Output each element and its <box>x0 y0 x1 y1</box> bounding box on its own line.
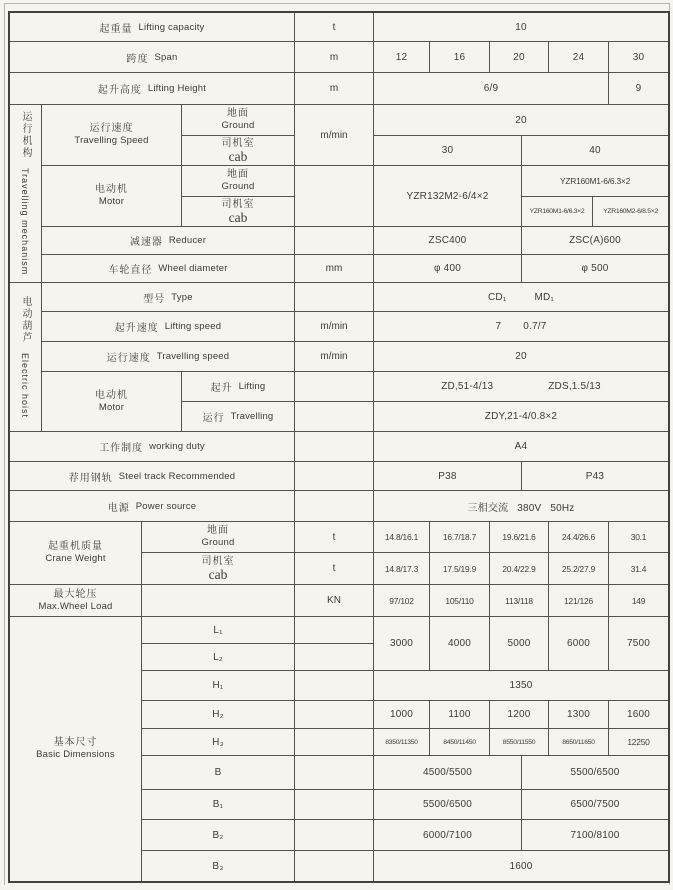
motor-label-zh: 电动机 <box>95 184 128 196</box>
motor-right-top-value: YZR160M1-6/6.3×2 <box>559 176 631 186</box>
wheel-diameter-label-en: Wheel diameter <box>158 263 228 274</box>
steel-track-label-zh: 荐用钢轨 <box>68 472 113 484</box>
hoist-motor-unit-col <box>295 372 374 431</box>
l1-sublabel: L₁ <box>142 617 295 644</box>
wheel-diameter-unit: mm <box>295 255 374 282</box>
l2-sublabel: L₂ <box>142 644 295 670</box>
span-value-12: 12 <box>374 42 430 72</box>
h3-v2: 8550/11550 <box>490 729 549 755</box>
speed-cab-right: 40 <box>589 145 601 156</box>
section-label-zh: 运行机构 <box>20 111 31 160</box>
h2-v2: 1200 <box>490 701 549 728</box>
hoist-lifting-speed-value-b: 0.7/7 <box>523 321 547 332</box>
motor-left-value: YZR132M2-6/4×2 <box>374 166 522 226</box>
steel-track-label <box>10 462 295 490</box>
b1-unit-empty <box>295 790 374 819</box>
row-span <box>10 42 668 73</box>
basic-dimensions-label-en: Basic Dimensions <box>36 749 115 761</box>
b-sublabel: B <box>142 756 295 789</box>
power-source-label-zh: 电源 <box>107 502 130 514</box>
crane-weight-cab-v1: 17.5/19.9 <box>430 553 490 584</box>
l-v1: 4000 <box>430 617 490 670</box>
b1-left-value: 5500/6500 <box>374 790 522 819</box>
row-power-source <box>10 491 668 522</box>
row-b3 <box>142 851 668 881</box>
crane-weight-ground-sublabel <box>142 522 295 552</box>
travelling-speed-unit: m/min <box>295 105 374 165</box>
power-source-value: 三相交流 380V 50Hz <box>467 502 575 514</box>
b3-unit-empty <box>295 851 374 881</box>
span-value-20: 20 <box>490 42 549 72</box>
motor-ground-sublabel <box>182 166 295 197</box>
speed-cab-left: 30 <box>374 136 522 165</box>
section-label-en: Travelling mechanism <box>20 168 30 276</box>
hoist-motor-lifting-value <box>374 372 668 401</box>
span-label <box>10 42 295 72</box>
row-wheel-diameter <box>42 255 668 282</box>
crane-weight-ground-row <box>142 522 668 553</box>
power-source-unit-empty <box>295 491 374 521</box>
row-lifting-capacity <box>10 13 668 42</box>
section-travelling-mechanism <box>10 105 668 283</box>
wheel-diameter-left-value: φ 400 <box>374 255 522 282</box>
h2-v0: 1000 <box>374 701 430 728</box>
b-left-value: 4500/5500 <box>374 756 522 789</box>
lifting-height-unit: m <box>295 73 374 104</box>
hoist-motor-lifting-zh: 起升 <box>210 383 233 394</box>
rows-l1-l2 <box>142 617 668 671</box>
hoist-travelling-speed-unit: m/min <box>295 342 374 371</box>
motor-right-bottom-left-value: YZR160M1-6/6.3×2 <box>522 197 593 226</box>
b2-unit-empty <box>295 820 374 850</box>
lifting-capacity-label-en: Lifting capacity <box>138 21 205 33</box>
motor-right-top-row <box>522 166 668 197</box>
cab-en: cab <box>228 148 248 164</box>
hoist-motor-lifting-unit-empty <box>295 372 374 402</box>
hoist-type-value-a: CD₁ <box>488 291 507 303</box>
b3-sublabel: B₃ <box>142 851 295 881</box>
row-h3 <box>142 729 668 756</box>
row-h2 <box>142 701 668 729</box>
travelling-speed-values <box>374 105 668 165</box>
row-reducer <box>42 227 668 255</box>
h3-v0: 8350/11350 <box>374 729 430 755</box>
hoist-lifting-speed-value <box>374 312 668 341</box>
motor-cab-zh: 司机室 <box>221 198 255 210</box>
working-duty-label-zh: 工作制度 <box>99 443 144 454</box>
reducer-left-value: ZSC400 <box>374 227 522 254</box>
crane-weight-label-zh: 起重机质量 <box>48 541 103 553</box>
hoist-lifting-speed-value-a: 7 <box>495 321 502 332</box>
max-wheel-load-sublabel-empty <box>142 585 295 616</box>
travelling-speed-label <box>42 105 182 165</box>
section-electric-hoist <box>10 283 668 432</box>
travelling-speed-label-en: Travelling Speed <box>74 135 149 147</box>
hoist-motor-lifting-sublabel <box>182 372 295 402</box>
hoist-motor-travelling-row <box>374 402 668 431</box>
basic-dimensions-label <box>10 617 142 881</box>
b-unit-empty <box>295 756 374 789</box>
span-unit: m <box>295 42 374 72</box>
hoist-type-label-zh: 型号 <box>143 293 166 305</box>
hoist-lifting-speed-label <box>42 312 295 341</box>
row-max-wheel-load <box>10 585 668 617</box>
l-unit-col <box>295 617 374 670</box>
h2-v3: 1300 <box>549 701 609 728</box>
hoist-travelling-speed-value: 20 <box>515 351 527 362</box>
motor-cab-en: cab <box>228 209 248 225</box>
crane-weight-ground-en: Ground <box>201 537 235 549</box>
crane-spec-table <box>8 11 670 883</box>
crane-weight-cab-zh: 司机室 <box>201 555 235 567</box>
hoist-motor-sublabels <box>182 372 295 431</box>
hoist-motor-lifting-row <box>374 372 668 402</box>
motor-ground-en: Ground <box>221 181 255 193</box>
row-b1 <box>142 790 668 820</box>
row-lifting-height <box>10 73 668 105</box>
crane-weight-label <box>10 522 142 584</box>
row-hoist-lifting-speed <box>42 312 668 342</box>
ground-sublabel <box>182 105 295 136</box>
h1-value: 1350 <box>509 680 533 691</box>
motor-ground-zh: 地面 <box>227 169 249 181</box>
crane-weight-cab-row <box>142 553 668 584</box>
basic-dimensions-rows <box>142 617 668 881</box>
b1-sublabel: B₁ <box>142 790 295 819</box>
lifting-height-label-zh: 起升高度 <box>97 85 142 96</box>
crane-weight-cab-v0: 14.8/17.3 <box>374 553 430 584</box>
l-v2: 5000 <box>490 617 549 670</box>
l-v3: 6000 <box>549 617 609 670</box>
max-wheel-load-v0: 97/102 <box>374 585 430 616</box>
crane-weight-ground-v2: 19.6/21.6 <box>490 522 549 552</box>
lifting-capacity-unit: t <box>295 13 374 41</box>
hoist-motor-lifting-en: Lifting <box>238 381 266 392</box>
electric-hoist-vertical-text <box>18 296 33 418</box>
hoist-motor-travelling-en: Travelling <box>230 411 274 422</box>
b3-value: 1600 <box>509 860 533 872</box>
h1-sublabel: H₁ <box>142 671 295 700</box>
crane-weight-cab-v4: 31.4 <box>630 563 647 574</box>
crane-weight-ground-v3: 24.4/26.6 <box>549 522 609 552</box>
basic-dimensions-label-zh: 基本尺寸 <box>53 737 98 749</box>
h3-v1: 8450/11450 <box>430 729 490 755</box>
ground-zh: 地面 <box>227 108 249 120</box>
lifting-height-value-30m: 9 <box>635 83 642 94</box>
hoist-type-value <box>374 283 668 311</box>
span-value-16: 16 <box>430 42 490 72</box>
crane-weight-cab-en: cab <box>208 566 228 582</box>
crane-weight-ground-unit: t <box>295 522 374 552</box>
lifting-height-label <box>10 73 295 104</box>
crane-weight-cab-v2: 20.4/22.9 <box>490 553 549 584</box>
lifting-capacity-label <box>10 13 295 41</box>
row-hoist-type <box>42 283 668 312</box>
hoist-label-en: Electric hoist <box>20 352 30 419</box>
working-duty-label <box>10 432 295 461</box>
l-sublabels <box>142 617 295 670</box>
speed-ground-row <box>374 105 668 136</box>
reducer-label <box>42 227 295 254</box>
crane-weight-rows <box>142 522 668 584</box>
hoist-type-unit-empty <box>295 283 374 311</box>
row-hoist-motor <box>42 372 668 431</box>
motor-cab-sublabel <box>182 197 295 226</box>
crane-weight-cab-v3: 25.2/27.9 <box>549 553 609 584</box>
steel-track-left-value: P38 <box>374 462 522 490</box>
row-working-duty <box>10 432 668 462</box>
travelling-speed-sublabels <box>182 105 295 165</box>
crane-weight-ground-v1: 16.7/18.7 <box>430 522 490 552</box>
hoist-type-label-en: Type <box>171 291 193 303</box>
motor-label-en: Motor <box>98 196 125 208</box>
row-travelling-speed <box>42 105 668 166</box>
speed-cab-row <box>374 136 668 165</box>
hoist-lifting-speed-unit: m/min <box>295 312 374 341</box>
reducer-unit-empty <box>295 227 374 254</box>
cab-sublabel <box>182 136 295 165</box>
row-hoist-travelling-speed <box>42 342 668 372</box>
span-value-30: 30 <box>632 51 645 63</box>
b-right-value: 5500/6500 <box>570 767 620 778</box>
electric-hoist-rows <box>42 283 668 431</box>
h3-v3: 8650/11650 <box>549 729 609 755</box>
hoist-motor-label-en: Motor <box>98 401 125 413</box>
working-duty-unit-empty <box>295 432 374 461</box>
electric-hoist-section-label <box>10 283 42 431</box>
l-v0: 3000 <box>374 617 430 670</box>
wheel-diameter-right-value: φ 500 <box>581 263 609 274</box>
span-label-zh: 跨度 <box>126 53 149 65</box>
max-wheel-load-label-en: Max.Wheel Load <box>38 600 113 612</box>
max-wheel-load-label-zh: 最大轮压 <box>53 588 98 600</box>
steel-track-label-en: Steel track Recommended <box>118 470 236 482</box>
steel-track-unit-empty <box>295 462 374 490</box>
row-mechanism-motor <box>42 166 668 227</box>
hoist-motor-label-zh: 电动机 <box>95 389 128 401</box>
span-label-en: Span <box>154 51 178 63</box>
hoist-type-label <box>42 283 295 311</box>
hoist-motor-lifting-value-a: ZD,51-4/13 <box>441 381 494 392</box>
section-crane-weight <box>10 522 668 585</box>
steel-track-right-value: P43 <box>585 470 605 482</box>
l-v4: 7500 <box>626 638 651 649</box>
max-wheel-load-v4: 149 <box>631 595 646 606</box>
wheel-diameter-label-zh: 车轮直径 <box>108 265 153 276</box>
h3-sublabel: H₃ <box>142 729 295 755</box>
crane-weight-ground-v4: 30.1 <box>630 532 647 542</box>
mechanism-motor-sublabels <box>182 166 295 226</box>
ground-en: Ground <box>221 120 255 132</box>
motor-right-bottom-row <box>522 197 668 226</box>
crane-weight-ground-v0: 14.8/16.1 <box>374 522 430 552</box>
reducer-label-en: Reducer <box>168 235 207 246</box>
row-h1 <box>142 671 668 701</box>
max-wheel-load-v1: 105/110 <box>430 585 490 616</box>
travelling-speed-label-zh: 运行速度 <box>89 123 134 135</box>
power-source-label <box>10 491 295 521</box>
crane-weight-cab-unit: t <box>295 553 374 584</box>
hoist-motor-values <box>374 372 668 431</box>
lifting-capacity-label-zh: 起重量 <box>99 23 133 35</box>
row-steel-track <box>10 462 668 491</box>
hoist-motor-label <box>42 372 182 431</box>
hoist-motor-travelling-unit-empty <box>295 402 374 431</box>
max-wheel-load-label <box>10 585 142 616</box>
row-b2 <box>142 820 668 851</box>
cab-zh: 司机室 <box>221 137 255 149</box>
wheel-diameter-label <box>42 255 295 282</box>
hoist-motor-travelling-zh: 运行 <box>202 413 225 424</box>
travelling-mechanism-vertical-text <box>18 111 33 275</box>
speed-ground-value: 20 <box>515 114 527 126</box>
row-b <box>142 756 668 790</box>
hoist-type-value-b: MD₁ <box>534 291 554 303</box>
hoist-motor-lifting-value-b: ZDS,1.5/13 <box>548 381 601 392</box>
hoist-motor-travelling-value: ZDY,21-4/0.8×2 <box>484 411 558 422</box>
hoist-lifting-speed-label-zh: 起升速度 <box>114 323 159 334</box>
max-wheel-load-v2: 113/118 <box>490 585 549 616</box>
h2-v4: 1600 <box>626 709 651 720</box>
h3-v4: 12250 <box>627 737 650 747</box>
h1-unit-empty <box>295 671 374 700</box>
power-source-label-en: Power source <box>135 500 197 512</box>
l2-unit-empty <box>295 644 374 670</box>
b2-right-value: 7100/8100 <box>570 829 620 841</box>
hoist-label-zh: 电动葫芦 <box>20 295 31 344</box>
lifting-capacity-value: 10 <box>515 21 527 33</box>
h2-unit-empty <box>295 701 374 728</box>
crane-weight-ground-zh: 地面 <box>207 525 229 537</box>
max-wheel-load-unit: KN <box>295 585 374 616</box>
section-basic-dimensions <box>10 617 668 881</box>
hoist-travelling-speed-label-en: Travelling speed <box>156 351 230 362</box>
max-wheel-load-v3: 121/126 <box>549 585 609 616</box>
span-value-24: 24 <box>549 42 609 72</box>
hoist-travelling-speed-label-zh: 运行速度 <box>106 353 151 364</box>
working-duty-value: A4 <box>514 441 528 452</box>
reducer-label-zh: 减速器 <box>129 237 163 248</box>
b1-right-value: 6500/7500 <box>570 799 620 810</box>
b2-left-value: 6000/7100 <box>374 820 522 850</box>
l1-unit-empty <box>295 617 374 644</box>
h2-v1: 1100 <box>430 701 490 728</box>
crane-weight-label-en: Crane Weight <box>45 553 106 565</box>
mechanism-motor-unit-empty <box>295 166 374 226</box>
h3-unit-empty <box>295 729 374 755</box>
hoist-motor-travelling-sublabel <box>182 402 295 431</box>
crane-weight-cab-sublabel <box>142 553 295 584</box>
motor-right-bottom-right-value: YZR160M2-6/8.5×2 <box>603 208 658 215</box>
reducer-right-value: ZSC(A)600 <box>569 235 621 246</box>
hoist-lifting-speed-label-en: Lifting speed <box>164 321 222 332</box>
travelling-mechanism-rows <box>42 105 668 282</box>
b2-sublabel: B₂ <box>142 820 295 850</box>
motor-right-values <box>522 166 668 226</box>
hoist-travelling-speed-label <box>42 342 295 371</box>
lifting-height-value-main: 6/9 <box>374 73 609 104</box>
working-duty-label-en: working duty <box>149 441 205 452</box>
lifting-height-label-en: Lifting Height <box>147 83 207 94</box>
h2-sublabel: H₂ <box>142 701 295 728</box>
mechanism-motor-label <box>42 166 182 226</box>
travelling-mechanism-section-label <box>10 105 42 282</box>
